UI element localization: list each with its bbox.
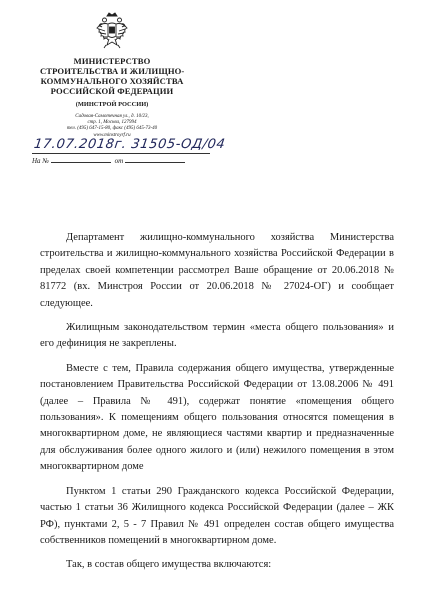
reference-number-label: На № (32, 157, 49, 165)
reference-line (32, 157, 202, 165)
ministry-line: КОММУНАЛЬНОГО ХОЗЯЙСТВА (40, 76, 184, 86)
ministry-address (40, 114, 184, 139)
body-paragraph: Департамент жилищно-коммунального хозяйства Министерства строительства и жилищно-коммунального хозяйства Российской Федерации в пределах своей компетенции рассмотрел Ваше обращение от 20.06.2018 № 81772 (вх. Минстроя России от 20.06.2018 № 27024-ОГ) и сообщает следующее. (40, 232, 394, 309)
ministry-line: СТРОИТЕЛЬСТВА И ЖИЛИЩНО- (40, 66, 185, 76)
coat-of-arms-icon (95, 12, 129, 50)
body-paragraph: Так, в состав общего имущества включаются: (66, 559, 272, 571)
address-line: Садовая-Самотечная ул., д. 10/23, (75, 114, 149, 119)
reference-date-label: от (114, 157, 124, 165)
letter-body (40, 230, 394, 574)
ministry-line: РОССИЙСКОЙ ФЕДЕРАЦИИ (50, 86, 174, 96)
body-paragraph: Вместе с тем, Правила содержания общего имущества, утвержденные постановлением Правительства Российской Федерации от 13.08.2006 № 491 (далее – Правила № 491), содержат понятие «помещения общего пользования». К помещениям общего пользования относятся помещения в многоквартирном доме, не являющиеся частями квартир и предназначенные для обслуживания более одного жилого и (или) нежилого помещения в этом многоквартирном доме (40, 362, 394, 473)
registration-rule (32, 153, 210, 154)
address-line: стр. 1, Москва, 127994 (87, 120, 137, 126)
address-line: тел. (495) 647-15-80, факс (495) 645-73-40 (66, 126, 158, 132)
body-paragraph: Пунктом 1 статьи 290 Гражданского кодекса Российской Федерации, частью 1 статьи 36 Жилищного кодекса Российской Федерации (далее – ЖК РФ), пунктами 2, 5 - 7 Правил № 491 определен состав общего имущества собственников помещений в многоквартирном доме. (40, 485, 394, 546)
body-paragraph: Жилищным законодательством термин «места общего пользования» и его дефиниция не закреплены. (40, 322, 394, 350)
registration-number: 17.07.2018г. 31505-ОД/04 (32, 137, 227, 152)
reference-number-blank (51, 162, 111, 163)
ministry-name (40, 56, 184, 96)
ministry-short-name: (МИНСТРОЙ РОССИИ) (75, 101, 149, 108)
reference-date-blank (125, 162, 185, 163)
ministry-line: МИНИСТЕРСТВО (73, 56, 151, 66)
address-line: www.minstroyrf.ru (93, 132, 131, 138)
